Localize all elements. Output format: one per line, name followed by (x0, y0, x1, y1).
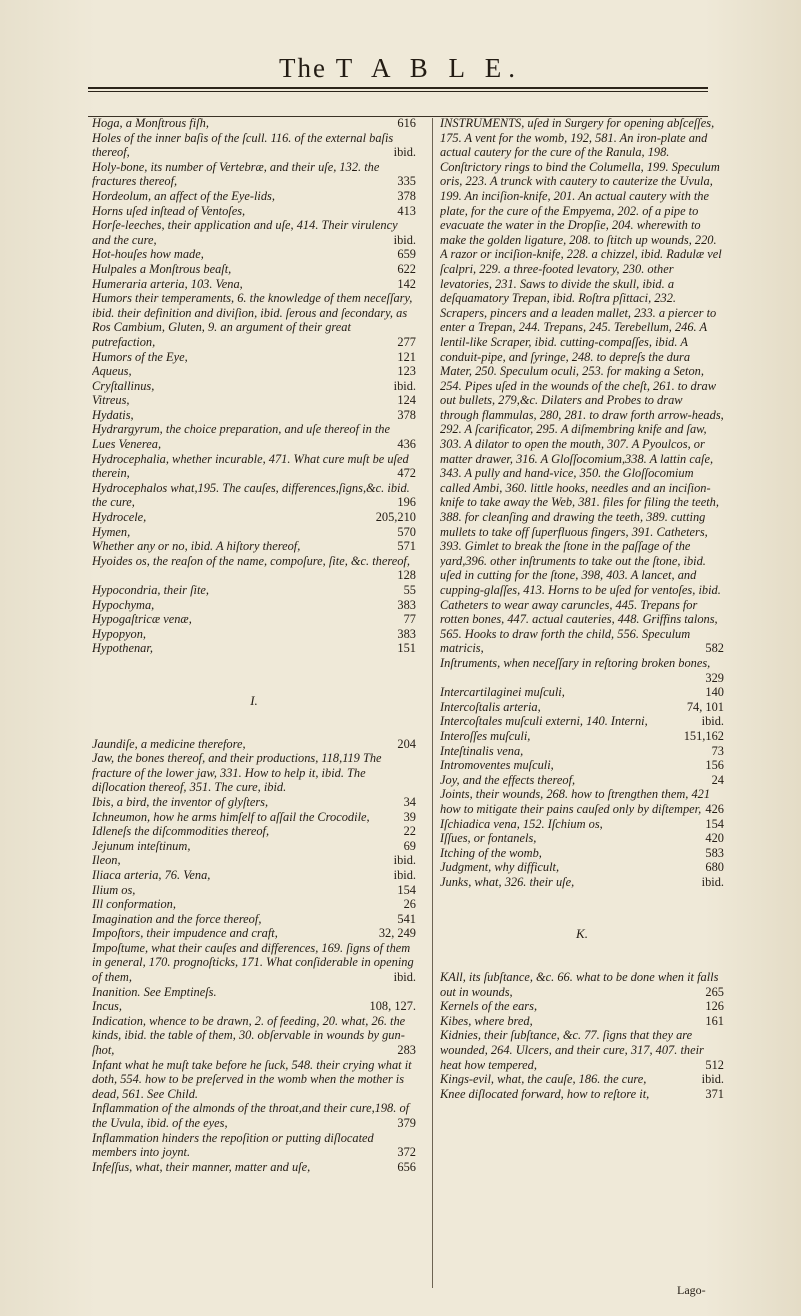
index-entry (92, 510, 416, 525)
entry-text: Hoga, a Monſtrous fiſh, (92, 116, 209, 130)
entry-page: 378 (397, 407, 416, 422)
section-letter: K. (576, 926, 588, 942)
entry-text: Hypocondria, their ſite, (92, 583, 210, 597)
entry-text: Inteſtinalis vena, (440, 743, 524, 758)
entry-text: Hypochyma, (92, 597, 155, 612)
entry-text: Iſchiadica vena, 152. Iſchium os, (440, 816, 603, 831)
entry-text: Hulpales a Monſtrous beaſt, (92, 261, 232, 276)
top-rule (88, 87, 708, 89)
entry-page: 126 (705, 999, 724, 1014)
index-entry (440, 685, 724, 700)
index-entry (440, 1072, 724, 1087)
entry-text: Hypogaſtricæ venæ, (92, 612, 192, 627)
entry-text: Kibes, where bred, (440, 1013, 533, 1028)
entry-page: 436 (397, 437, 416, 452)
index-entry (92, 291, 416, 349)
entry-text: Idleneſs the diſcommodities thereof, (92, 824, 270, 839)
top-rule-thin (88, 91, 708, 92)
entry-page: 582 (705, 641, 724, 656)
entry-text: Judgment, why difficult, (440, 860, 560, 875)
entry-text: KAll, its ſubſtance, &c. 66. what to be done when it falls out in wounds, (440, 970, 719, 999)
entry-text: Whether any or no, ibid. A hiſtory thereof, (92, 539, 301, 554)
entry-page: 73 (711, 743, 724, 758)
entry-text: Imagination and the force thereof, (92, 911, 262, 926)
entry-text: Hypopyon, (92, 626, 147, 641)
entry-page: 55 (403, 583, 416, 597)
entry-page: 383 (397, 597, 416, 612)
entry-text: Ileon, (92, 853, 121, 868)
entry-text: Holy-bone, its number of Vertebræ, and their uſe, 132. the fractures thereof, (92, 159, 380, 189)
entry-page: 140 (705, 685, 724, 700)
index-entry (92, 131, 416, 160)
index-entry (92, 262, 416, 277)
index-entry (92, 1101, 416, 1130)
index-entry (92, 452, 416, 481)
entry-page: 616 (397, 116, 416, 130)
entry-text: Jaundiſe, a medicine therefore, (92, 736, 246, 751)
index-entry (92, 481, 416, 510)
entry-page: ibid. (393, 378, 416, 393)
index-entry (92, 737, 416, 752)
entry-page: 472 (397, 466, 416, 481)
entry-text: Hypothenar, (92, 641, 153, 656)
index-entry (440, 773, 724, 788)
entry-page: 656 (397, 1159, 416, 1174)
entry-text: Junks, what, 326. their uſe, (440, 874, 575, 889)
entry-text: Interoſſes muſculi, (440, 728, 531, 743)
entry-page: 69 (403, 838, 416, 853)
entry-page: 277 (397, 334, 416, 349)
index-entry (92, 1160, 416, 1175)
entry-text: Hordeolum, an affect of the Eye-lids, (92, 188, 275, 203)
index-entry (440, 875, 724, 890)
entry-page: 512 (705, 1057, 724, 1072)
index-entry (440, 787, 724, 816)
entry-page: 413 (397, 203, 416, 218)
index-entry (92, 985, 416, 1000)
title-main: T A B L E. (335, 53, 522, 83)
index-entry (92, 598, 416, 613)
entry-page: 570 (397, 524, 416, 539)
entry-page: 383 (397, 626, 416, 641)
index-entry (92, 853, 416, 868)
entry-text: Hot-houſes how made, (92, 247, 204, 262)
entry-text: Humors their temperaments, 6. the knowledge of them neceſſary, ibid. their definition and diviſion, ibid. ſerous and ſecondary, as Ros Cambium, Gluten, 9. an argument of their great putrefaction, (92, 291, 413, 349)
entry-page: 154 (397, 882, 416, 897)
index-entry (92, 897, 416, 912)
index-entry (440, 999, 724, 1014)
index-entry (440, 700, 724, 715)
entry-text: Vitreus, (92, 393, 130, 408)
entry-text: Infant what he muſt take before he ſuck, 548. their crying what it doth, 554. how to be preſerved in the womb when the mother is dead, 561. See Child. (92, 1057, 412, 1101)
entry-page: ibid. (393, 232, 416, 247)
entry-text: Iſſues, or fontanels, (440, 831, 537, 846)
entry-page: 265 (705, 984, 724, 999)
index-entry (92, 926, 416, 941)
entry-page: 196 (397, 495, 416, 510)
entry-text: Intromoventes muſculi, (440, 758, 554, 773)
index-entry (440, 970, 724, 999)
entry-text: Hyoides os, the reaſon of the name, compoſure, ſite, &c. thereof, (92, 553, 410, 568)
entry-text: Joints, their wounds, 268. how to ſtrengthen them, 421 how to mitigate their pains cauſed only by diſtemper, (440, 787, 711, 816)
index-entry (92, 218, 416, 247)
entry-page: 371 (705, 1086, 724, 1101)
entry-text: Hydrocephalos what,195. The cauſes, differences,ſigns,&c. ibid. the cure, (92, 480, 410, 510)
entry-text: Inanition. See Emptineſs. (92, 984, 217, 999)
entry-text: Humors of the Eye, (92, 349, 188, 364)
index-entry (92, 160, 416, 189)
index-entry (92, 408, 416, 423)
index-entry (440, 860, 724, 875)
index-entry (92, 795, 416, 810)
index-entry (92, 247, 416, 262)
entry-text: Horſe-leeches, their application and uſe, 414. Their virulency and the cure, (92, 218, 398, 247)
index-entry (92, 912, 416, 927)
title-the: The (278, 53, 327, 83)
entry-text: Kings-evil, what, the cauſe, 186. the cure, (440, 1072, 647, 1087)
entry-text: Humeraria arteria, 103. Vena, (92, 276, 243, 291)
index-entry (92, 539, 416, 554)
entry-page: 32, 249 (378, 926, 416, 941)
entry-page: 77 (403, 612, 416, 627)
index-entry (440, 758, 724, 773)
entry-page: 151 (397, 641, 416, 656)
index-entry (440, 744, 724, 759)
entry-text: Itching of the womb, (440, 845, 542, 860)
entry-text: Hydrargyrum, the choice preparation, and uſe thereof in the Lues Venerea, (92, 422, 391, 452)
index-entry (92, 883, 416, 898)
right-column (440, 116, 724, 1101)
entry-text: Incus, (92, 999, 122, 1014)
entry-text: Cryſtallinus, (92, 378, 155, 393)
entry-page: 154 (705, 816, 724, 831)
entry-page: 205,210 (375, 510, 416, 525)
entry-text: Inſtruments, when neceſſary in reſtoring broken bones, (440, 655, 711, 670)
entry-page: 379 (397, 1116, 416, 1130)
entry-text: Impoſtors, their impudence and craft, (92, 926, 278, 941)
index-entry (440, 1087, 724, 1102)
index-entry (92, 824, 416, 839)
index-entry (440, 714, 724, 729)
index-entry (440, 116, 724, 656)
entry-text: Kernels of the ears, (440, 999, 538, 1014)
index-entry (92, 189, 416, 204)
index-entry (92, 941, 416, 985)
entry-page: 142 (397, 276, 416, 291)
entry-page: 420 (705, 831, 724, 846)
entry-page: 161 (705, 1013, 724, 1028)
entry-text: Inflammation hinders the repoſition or putting diſlocated members into joynt. (92, 1130, 374, 1160)
index-entry (92, 554, 416, 583)
entry-text: Intercoſtalis arteria, (440, 699, 541, 714)
entry-page: 329 (705, 670, 724, 685)
index-entry (440, 846, 724, 861)
index-entry (440, 817, 724, 832)
entry-text: Kidnies, their ſubſtance, &c. 77. ſigns that they are wounded, 264. Ulcers, and their cure, 317, 407. their heat how tempered, (440, 1028, 704, 1072)
entry-text: Iliaca arteria, 76. Vena, (92, 867, 211, 882)
index-entry (92, 583, 416, 598)
entry-page: 156 (705, 758, 724, 773)
entry-text: Knee diſlocated forward, how to reſtore it, (440, 1086, 650, 1101)
entry-text: Inflammation of the almonds of the throat,and their cure,198. of the Uvula, ibid. of the eyes, (92, 1101, 410, 1130)
index-entry (92, 116, 416, 131)
entry-page: 24 (711, 772, 724, 787)
section-letter: I. (250, 692, 258, 708)
index-entry (92, 422, 416, 451)
entry-page: ibid. (701, 1072, 724, 1087)
entry-page: 541 (397, 911, 416, 926)
entry-text: Infeſſus, what, their manner, matter and uſe, (92, 1159, 311, 1174)
entry-text: Ilium os, (92, 882, 136, 897)
entry-page: 659 (397, 247, 416, 262)
entry-page: 372 (397, 1145, 416, 1160)
entry-page: 571 (397, 539, 416, 554)
entry-page: ibid. (393, 145, 416, 160)
entry-page: ibid. (393, 853, 416, 868)
entry-page: 39 (403, 809, 416, 824)
index-entry (92, 204, 416, 219)
entry-text: Ichneumon, how he arms himſelf to aſſail the Crocodile, (92, 809, 370, 824)
entry-page: 108, 127. (369, 999, 416, 1014)
entry-page: 121 (397, 349, 416, 364)
index-entry (92, 1058, 416, 1102)
index-entry (92, 393, 416, 408)
entry-text: Intercoſtales muſculi externi, 140. Interni, (440, 714, 648, 729)
index-entry (92, 1014, 416, 1058)
entry-text: Impoſtume, what their cauſes and differences, 169. ſigns of them in general, 170. prognoſticks, 171. What conſiderable in opening of them, (92, 940, 414, 985)
entry-text: Hydrocele, (92, 510, 147, 525)
entry-page: 680 (705, 860, 724, 875)
entry-page: ibid. (701, 874, 724, 889)
index-entry (440, 1028, 724, 1072)
index-entry (92, 612, 416, 627)
entry-text: Indication, whence to be drawn, 2. of feeding, 20. what, 26. the kinds, ibid. the table of them, 30. obſervable in wounds by gun-ſhot, (92, 1013, 406, 1058)
entry-page: ibid. (701, 714, 724, 729)
entry-page: 22 (403, 824, 416, 839)
left-column (92, 116, 416, 1174)
entry-page: 151,162 (683, 728, 724, 743)
entry-page: ibid. (393, 867, 416, 882)
page-title (0, 52, 801, 84)
index-entry (440, 1014, 724, 1029)
entry-text: Hymen, (92, 524, 131, 539)
index-entry (440, 656, 724, 685)
index-entry (92, 277, 416, 292)
index-entry (92, 810, 416, 825)
entry-text: Jaw, the bones thereof, and their productions, 118,119 The fracture of the lower jaw, 331. How to help it, ibid. The diſlocation thereof, 351. The cure, ibid. (92, 751, 382, 795)
entry-page: 426 (705, 801, 724, 816)
index-entry (92, 379, 416, 394)
entry-text: Jejunum inteſtinum, (92, 838, 191, 853)
index-entry (92, 839, 416, 854)
entry-text: Aqueus, (92, 364, 132, 379)
entry-text: Joy, and the effects thereof, (440, 772, 576, 787)
index-entry (92, 641, 416, 656)
index-entry (440, 831, 724, 846)
entry-page: 74, 101 (686, 699, 724, 714)
entry-page: 124 (397, 393, 416, 408)
index-entry (92, 1131, 416, 1160)
entry-text: Ibis, a bird, the inventor of glyſters, (92, 794, 269, 809)
entry-page: 283 (397, 1043, 416, 1058)
index-entry (92, 751, 416, 795)
entry-page: 34 (403, 794, 416, 809)
entry-page: 622 (397, 261, 416, 276)
entry-text: Hydrocephalia, whether incurable, 471. What cure muſt be uſed therein, (92, 451, 409, 481)
index-entry (440, 729, 724, 744)
column-divider (432, 118, 433, 1288)
entry-page: 335 (397, 174, 416, 189)
index-entry (92, 350, 416, 365)
index-entry (92, 868, 416, 883)
entry-page: 204 (397, 736, 416, 751)
index-entry (92, 627, 416, 642)
index-entry (92, 364, 416, 379)
entry-text: INSTRUMENTS, uſed in Surgery for opening abſceſſes, 175. A vent for the womb, 192, 581. An iron-plate and actual cautery for the cure of the Ranula, 198. Conſtrictory rings to bind the Columella, 199. Speculum oris, 223. A trunck with cautery to cauterize the Uvula, 199. An inciſion-knife, 201. An actual cautery with the plate, for the cure of the Empyema, 202. of a pipe to evacuate the water in the Dropſie, 204. wherewith to make the golden ligature, 208. to ſtitch up wounds, 220. A razor or inciſion-knife, 228. a chizzel, ibid. Radulæ vel ſcalpri, 229. a three-footed levatory, 230. other levatories, 231. Saws to divide the skull, ibid. a deſquamatory Trepan, ibid. Roſtra pſittaci, 232. Scrapers, pincers and a leaden mallet, 233. a piercer to enter a Trepan, 244. Trepans, 245. Terebellum, 246. A lentil-like Scraper, ibid. cutting-compaſſes, ibid. A conduit-pipe, and ſyringe, 248. to depreſs the dura Mater, 250. Speculum oculi, 253. for making a Seton, 254. Pipes uſed in the wounds of the cheſt, 261. to draw out bullets, 279,&c. Dilaters and Probes to draw through flammulas, 280, 281. to draw forth arrow-heads, 292. A ſcarificator, 295. A diſmembring knife and ſaw, 303. A dilator to open the mouth, 307. A Pyoulcos, or matter drawer, 316. A Gloſſocomium,338. A lattin caſe, 343. A pully and hand-vice, 350. the Gloſſocomium called Ambi, 360. little hooks, needles and an inciſion-knife to take away the Web, 381. files for filing the teeth, 388. for cleanſing and drawing the teeth, 389. cutting mullets to take off ſuperfluous fingers, 391. Catheters, 393. Gimlet to break the ſtone in the paſſage of the yard,396. other inſtruments to take out the ſtone, ibid. uſed in cutting for the ſtone, 398, 403. A lancet, and cupping-glaſſes, 413. Horns to be uſed for ventoſes, ibid. Catheters to wear away caruncles, 445. Trepans for rotten bones, 447. actual cauteries, 448. Griffins talons, 565. Hooks to draw forth the child, 556. Speculum matricis, (440, 116, 724, 656)
entry-page: 26 (403, 897, 416, 912)
entry-page: ibid. (393, 970, 416, 985)
entry-page: 128 (397, 568, 416, 583)
entry-text: Ill conformation, (92, 897, 176, 912)
entry-text: Hydatis, (92, 407, 134, 422)
entry-page: 123 (397, 364, 416, 379)
index-entry (92, 999, 416, 1014)
entry-text: Horns uſed inſtead of Ventoſes, (92, 203, 246, 218)
entry-page: 583 (705, 845, 724, 860)
index-entry (92, 525, 416, 540)
entry-text: Intercartilaginei muſculi, (440, 685, 565, 700)
entry-text: Holes of the inner baſis of the ſcull. 116. of the external baſis thereof, (92, 130, 394, 160)
catchword: Lago- (677, 1283, 706, 1297)
entry-page: 378 (397, 188, 416, 203)
